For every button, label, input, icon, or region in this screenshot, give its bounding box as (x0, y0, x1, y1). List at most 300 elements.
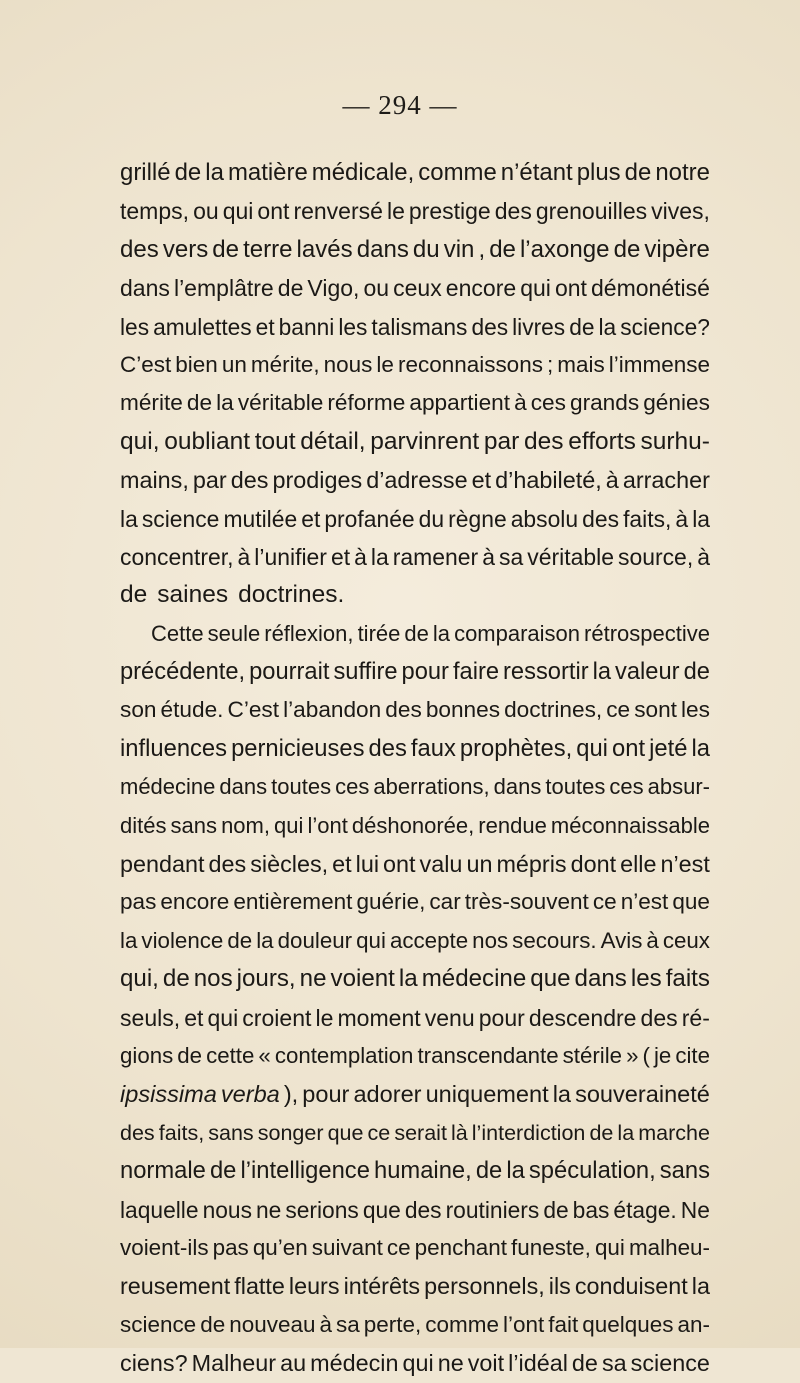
word: je (653, 1042, 672, 1068)
word: fait (548, 1311, 579, 1337)
word: ce (592, 889, 617, 915)
word: les (681, 697, 710, 723)
word: de (209, 1157, 237, 1185)
word: ont (257, 198, 290, 225)
word: moment (337, 1004, 421, 1031)
text-line (120, 1344, 710, 1382)
word: matière (227, 159, 308, 186)
word: des (208, 851, 247, 878)
word: et (301, 505, 321, 532)
word: banni (278, 313, 335, 340)
word: pas (212, 1234, 249, 1260)
word: bonnes (425, 697, 501, 723)
word: mains, (120, 467, 189, 494)
word: ou (363, 275, 390, 302)
word: dans (219, 774, 268, 800)
word: an- (677, 1311, 710, 1337)
word: douleur (277, 927, 353, 953)
text-line (120, 1191, 710, 1229)
word: l’idéal (508, 1350, 568, 1377)
word: de (475, 1157, 503, 1185)
word: nouveau (229, 1311, 316, 1337)
word: à (319, 1311, 332, 1337)
word: humaine, (373, 1157, 472, 1185)
word: dans (574, 965, 627, 993)
word: toutes (545, 774, 606, 800)
word: qui (356, 927, 386, 953)
text-line (120, 1229, 710, 1267)
word: un (466, 851, 493, 878)
word: serait (394, 1120, 447, 1145)
word: leurs (288, 1273, 340, 1300)
word: de (543, 1196, 569, 1223)
text-line (120, 845, 710, 883)
word: dans (356, 235, 409, 263)
word: à (482, 543, 495, 570)
word: pas (120, 889, 157, 915)
word: violence (141, 927, 224, 953)
text-line (120, 1075, 710, 1113)
word: car (429, 889, 461, 915)
word: le (376, 351, 394, 377)
word: de (683, 659, 710, 686)
word: science (141, 505, 220, 532)
word: toutes (271, 774, 332, 800)
word: C’est (120, 351, 172, 377)
word: des (120, 235, 159, 263)
word: cette (206, 1042, 255, 1068)
word: qui (576, 734, 608, 762)
word: l’emplâtre (173, 275, 274, 302)
word: étage. (613, 1196, 677, 1223)
word: absur- (647, 774, 710, 800)
word: des (368, 734, 407, 762)
word: tout (254, 427, 296, 455)
word: appartient (409, 390, 511, 416)
word: grenouilles (535, 198, 648, 225)
word: la (598, 313, 617, 340)
word: C’est (227, 697, 280, 723)
text-line (120, 308, 710, 346)
text-line (120, 999, 710, 1037)
text-line (120, 922, 710, 960)
word: qui (594, 1234, 625, 1260)
word: qui (207, 1004, 239, 1031)
word: voit (467, 1350, 505, 1377)
word: pourrait (249, 659, 330, 686)
text-line (120, 1267, 710, 1305)
word: les (338, 313, 368, 340)
text-line (120, 807, 710, 845)
text-line (120, 1152, 710, 1190)
text-line (120, 269, 710, 307)
word: venu (424, 1004, 475, 1031)
word: la (120, 927, 138, 953)
word: Cette (151, 620, 204, 646)
word: à (646, 927, 659, 953)
word: la (617, 1120, 635, 1145)
word: l’unifier (254, 543, 327, 570)
word: saines (157, 581, 229, 609)
word: médecine (120, 774, 216, 800)
word: ; (546, 351, 554, 377)
word: nos (193, 965, 233, 993)
word: médecine (421, 965, 527, 993)
word: par (192, 467, 227, 494)
word: pour (401, 659, 449, 686)
word: suffire (333, 659, 398, 686)
word: faux (410, 734, 456, 762)
word: pernicieuses (231, 734, 365, 762)
word: stérile (562, 1042, 623, 1068)
word: prophètes, (459, 734, 573, 762)
word: adorer (353, 1081, 422, 1108)
word: dans (493, 774, 542, 800)
word: perte, (363, 1311, 422, 1337)
word: règne (448, 505, 507, 532)
text-line (120, 538, 710, 576)
word: ou (193, 198, 219, 225)
word: faits, (623, 505, 672, 532)
word: uniquement (425, 1081, 549, 1108)
word: des (582, 505, 620, 532)
word: absolu (510, 505, 579, 532)
word: de (177, 1042, 203, 1068)
word: les (630, 965, 662, 993)
text-line (120, 730, 710, 768)
word: songer (257, 1120, 324, 1145)
word: qui (402, 1350, 434, 1377)
word: la (552, 1081, 572, 1108)
text-line (120, 960, 710, 998)
word: flatte (234, 1273, 285, 1300)
word: mépris (496, 851, 567, 878)
word: déshonorée, (351, 812, 475, 838)
word: ces (530, 390, 566, 416)
word: la (691, 1273, 710, 1300)
word: jours, (236, 965, 296, 993)
word: reconnaissons (397, 351, 543, 377)
word: « (258, 1042, 271, 1068)
word: , (478, 235, 486, 263)
word: qui (274, 812, 304, 838)
word: ont (612, 734, 646, 762)
word: et (255, 313, 275, 340)
word: renversé (293, 198, 383, 225)
word: jeté (649, 734, 688, 762)
word: de (227, 927, 253, 953)
word: faire (452, 659, 500, 686)
word: dités (120, 812, 167, 838)
word: qui (222, 198, 254, 225)
word: oubliant (164, 427, 251, 455)
word: voient (330, 965, 395, 993)
word: l’ont (503, 1311, 545, 1337)
word: de (589, 1120, 614, 1145)
word: vipère (644, 235, 710, 263)
word: faits, (158, 1120, 205, 1145)
word: vin (443, 235, 475, 263)
word: réforme (327, 390, 406, 416)
word: qui (520, 275, 551, 302)
word: très-souvent (464, 889, 589, 915)
word: mais (557, 351, 605, 377)
word: ramener (392, 543, 479, 570)
word: nous (323, 351, 373, 377)
word: comme (418, 159, 497, 186)
word: souveraineté (575, 1081, 710, 1108)
word: que (530, 965, 571, 993)
word: temps, (120, 198, 190, 225)
word: à (605, 467, 619, 494)
text-line (120, 192, 710, 230)
word: science (630, 1350, 710, 1377)
word: funeste, (511, 1234, 591, 1260)
text-line (120, 461, 710, 499)
word: encore (445, 275, 517, 302)
word: efforts (568, 427, 636, 455)
word: des (230, 467, 269, 494)
word: la (120, 505, 138, 532)
word: des (120, 1120, 155, 1145)
word: les (120, 313, 150, 340)
text-line (120, 691, 710, 729)
word: influences (120, 734, 228, 762)
word: ), (283, 1081, 299, 1108)
word: pendant (120, 851, 205, 878)
word: du (412, 235, 440, 263)
word: prestige (408, 198, 491, 225)
word: aberrations, (373, 774, 490, 800)
page-number: — 294 — (342, 90, 458, 120)
word: Avis (600, 927, 643, 953)
word: penchant (414, 1234, 507, 1260)
word: ré- (681, 1004, 710, 1031)
word: précédente, (120, 659, 246, 686)
word: véritable (237, 390, 324, 416)
word: médecin (310, 1350, 399, 1377)
word: concentrer, (120, 543, 234, 570)
text-line (120, 1114, 710, 1152)
word: ce (606, 697, 631, 723)
word: et (471, 467, 492, 494)
word: verba (220, 1081, 280, 1108)
word: la (216, 390, 234, 416)
text-line (120, 231, 710, 269)
word: routiniers (445, 1196, 540, 1223)
word: qui, (120, 965, 159, 993)
word: de (613, 235, 641, 263)
word: rendue (478, 812, 547, 838)
word: un (221, 351, 247, 377)
word: science (120, 1311, 197, 1337)
word: de (624, 159, 652, 186)
word: que (672, 889, 710, 915)
word: sans (659, 1157, 710, 1185)
word: spéculation, (528, 1157, 656, 1185)
word: génies (643, 390, 710, 416)
word: la (205, 159, 224, 186)
text-line (120, 883, 710, 921)
word: nos (472, 927, 509, 953)
word: surhu- (640, 427, 710, 455)
word: la (506, 1157, 525, 1185)
word: son (120, 697, 157, 723)
word: mutilée (223, 505, 298, 532)
word: du (418, 505, 445, 532)
word: la (370, 543, 389, 570)
word: laquelle (120, 1196, 199, 1223)
word: descendre (528, 1004, 637, 1031)
word: cite (675, 1042, 710, 1068)
word: l’ont (307, 812, 348, 838)
word: des (471, 313, 509, 340)
word: le (315, 1004, 334, 1031)
word: sa (601, 1350, 627, 1377)
word: elle (620, 851, 657, 878)
word: la (398, 965, 418, 993)
word: dont (570, 851, 617, 878)
word: suivant (311, 1234, 383, 1260)
word: secours. (512, 927, 597, 953)
word: médicale, (311, 159, 415, 186)
word: à (237, 543, 251, 570)
word: étude. (160, 697, 224, 723)
word: là (450, 1120, 468, 1145)
word: terre (243, 235, 293, 263)
word: seuls, (120, 1004, 181, 1031)
word: notre (655, 159, 710, 186)
word: à (514, 390, 527, 416)
word: des (494, 198, 532, 225)
text-line (120, 500, 710, 538)
word: qu’en (252, 1234, 308, 1260)
word: lavés (296, 235, 353, 263)
word: la (432, 620, 451, 646)
word: entièrement (233, 889, 353, 915)
word: malheu- (628, 1234, 710, 1260)
word: plus (576, 159, 621, 186)
word: que (327, 1120, 364, 1145)
word: vers (162, 235, 209, 263)
word: sont (634, 697, 677, 723)
word: ipsissima (120, 1081, 217, 1108)
word: ont (383, 851, 416, 878)
word: le (386, 198, 405, 225)
word: bas (572, 1196, 610, 1223)
word: des (524, 427, 564, 455)
word: à (675, 505, 689, 532)
word: science? (620, 313, 710, 340)
text-line (120, 768, 710, 806)
word: ces (609, 774, 644, 800)
word: marche (638, 1120, 710, 1145)
word: démonétisé (590, 275, 710, 302)
text-line (120, 1306, 710, 1344)
word: Vigo, (307, 275, 360, 302)
word: Malheur (191, 1350, 277, 1377)
word: n’étant (500, 159, 573, 186)
word: l’immense (608, 351, 710, 377)
word: réflexion, (264, 620, 354, 646)
word: quelques (582, 1311, 674, 1337)
word: pour (478, 1004, 525, 1031)
word: valeur (615, 659, 680, 686)
word: comparaison (454, 620, 581, 646)
word: source, (617, 543, 694, 570)
text-line (120, 576, 710, 614)
word: parvinrent (370, 427, 480, 455)
word: à (697, 543, 710, 570)
word: comme (425, 1311, 499, 1337)
word: faits (665, 965, 710, 993)
word: mérite (120, 390, 183, 416)
word: la (256, 927, 274, 953)
text-line (120, 653, 710, 691)
word: et (184, 1004, 204, 1031)
word: n’est (660, 851, 710, 878)
word: de (404, 620, 429, 646)
word: des (385, 697, 422, 723)
word: valu (419, 851, 463, 878)
word: ils (548, 1273, 571, 1300)
text-line (120, 154, 710, 192)
word: croient (242, 1004, 312, 1031)
word: de (571, 1350, 598, 1377)
word: de (212, 235, 240, 263)
text-line (120, 615, 710, 653)
word: guérie, (356, 889, 426, 915)
word: seule (207, 620, 261, 646)
word: de (569, 313, 595, 340)
word: arracher (622, 467, 710, 494)
word: ressortir (503, 659, 589, 686)
word: l’intelligence (240, 1157, 370, 1185)
word: ceux (662, 927, 710, 953)
word: mérite, (250, 351, 320, 377)
word: profanée (324, 505, 415, 532)
word: que (362, 1196, 401, 1223)
word: l’interdiction (471, 1120, 586, 1145)
word: détail, (300, 427, 366, 455)
text-line (120, 1037, 710, 1075)
word: d’adresse (366, 467, 468, 494)
word: talismans (371, 313, 468, 340)
word: au (280, 1350, 307, 1377)
word: des (640, 1004, 678, 1031)
word: gions (120, 1042, 174, 1068)
word: des (404, 1196, 442, 1223)
word: ces (335, 774, 370, 800)
word: accepte (389, 927, 469, 953)
word: Ne (680, 1196, 710, 1223)
word: livres (512, 313, 566, 340)
word: à (354, 543, 367, 570)
word: et (332, 851, 352, 878)
word: rétrospective (584, 620, 710, 646)
word: doctrines. (238, 581, 345, 609)
word: la (692, 505, 710, 532)
word: doctrines, (504, 697, 603, 723)
word: prodiges (272, 467, 363, 494)
word: lui (355, 851, 380, 878)
word: bien (175, 351, 218, 377)
word: la (592, 659, 612, 686)
word: véritable (527, 543, 614, 570)
word: qui, (120, 427, 160, 455)
word: contemplation (274, 1042, 414, 1068)
word: de (120, 581, 148, 609)
